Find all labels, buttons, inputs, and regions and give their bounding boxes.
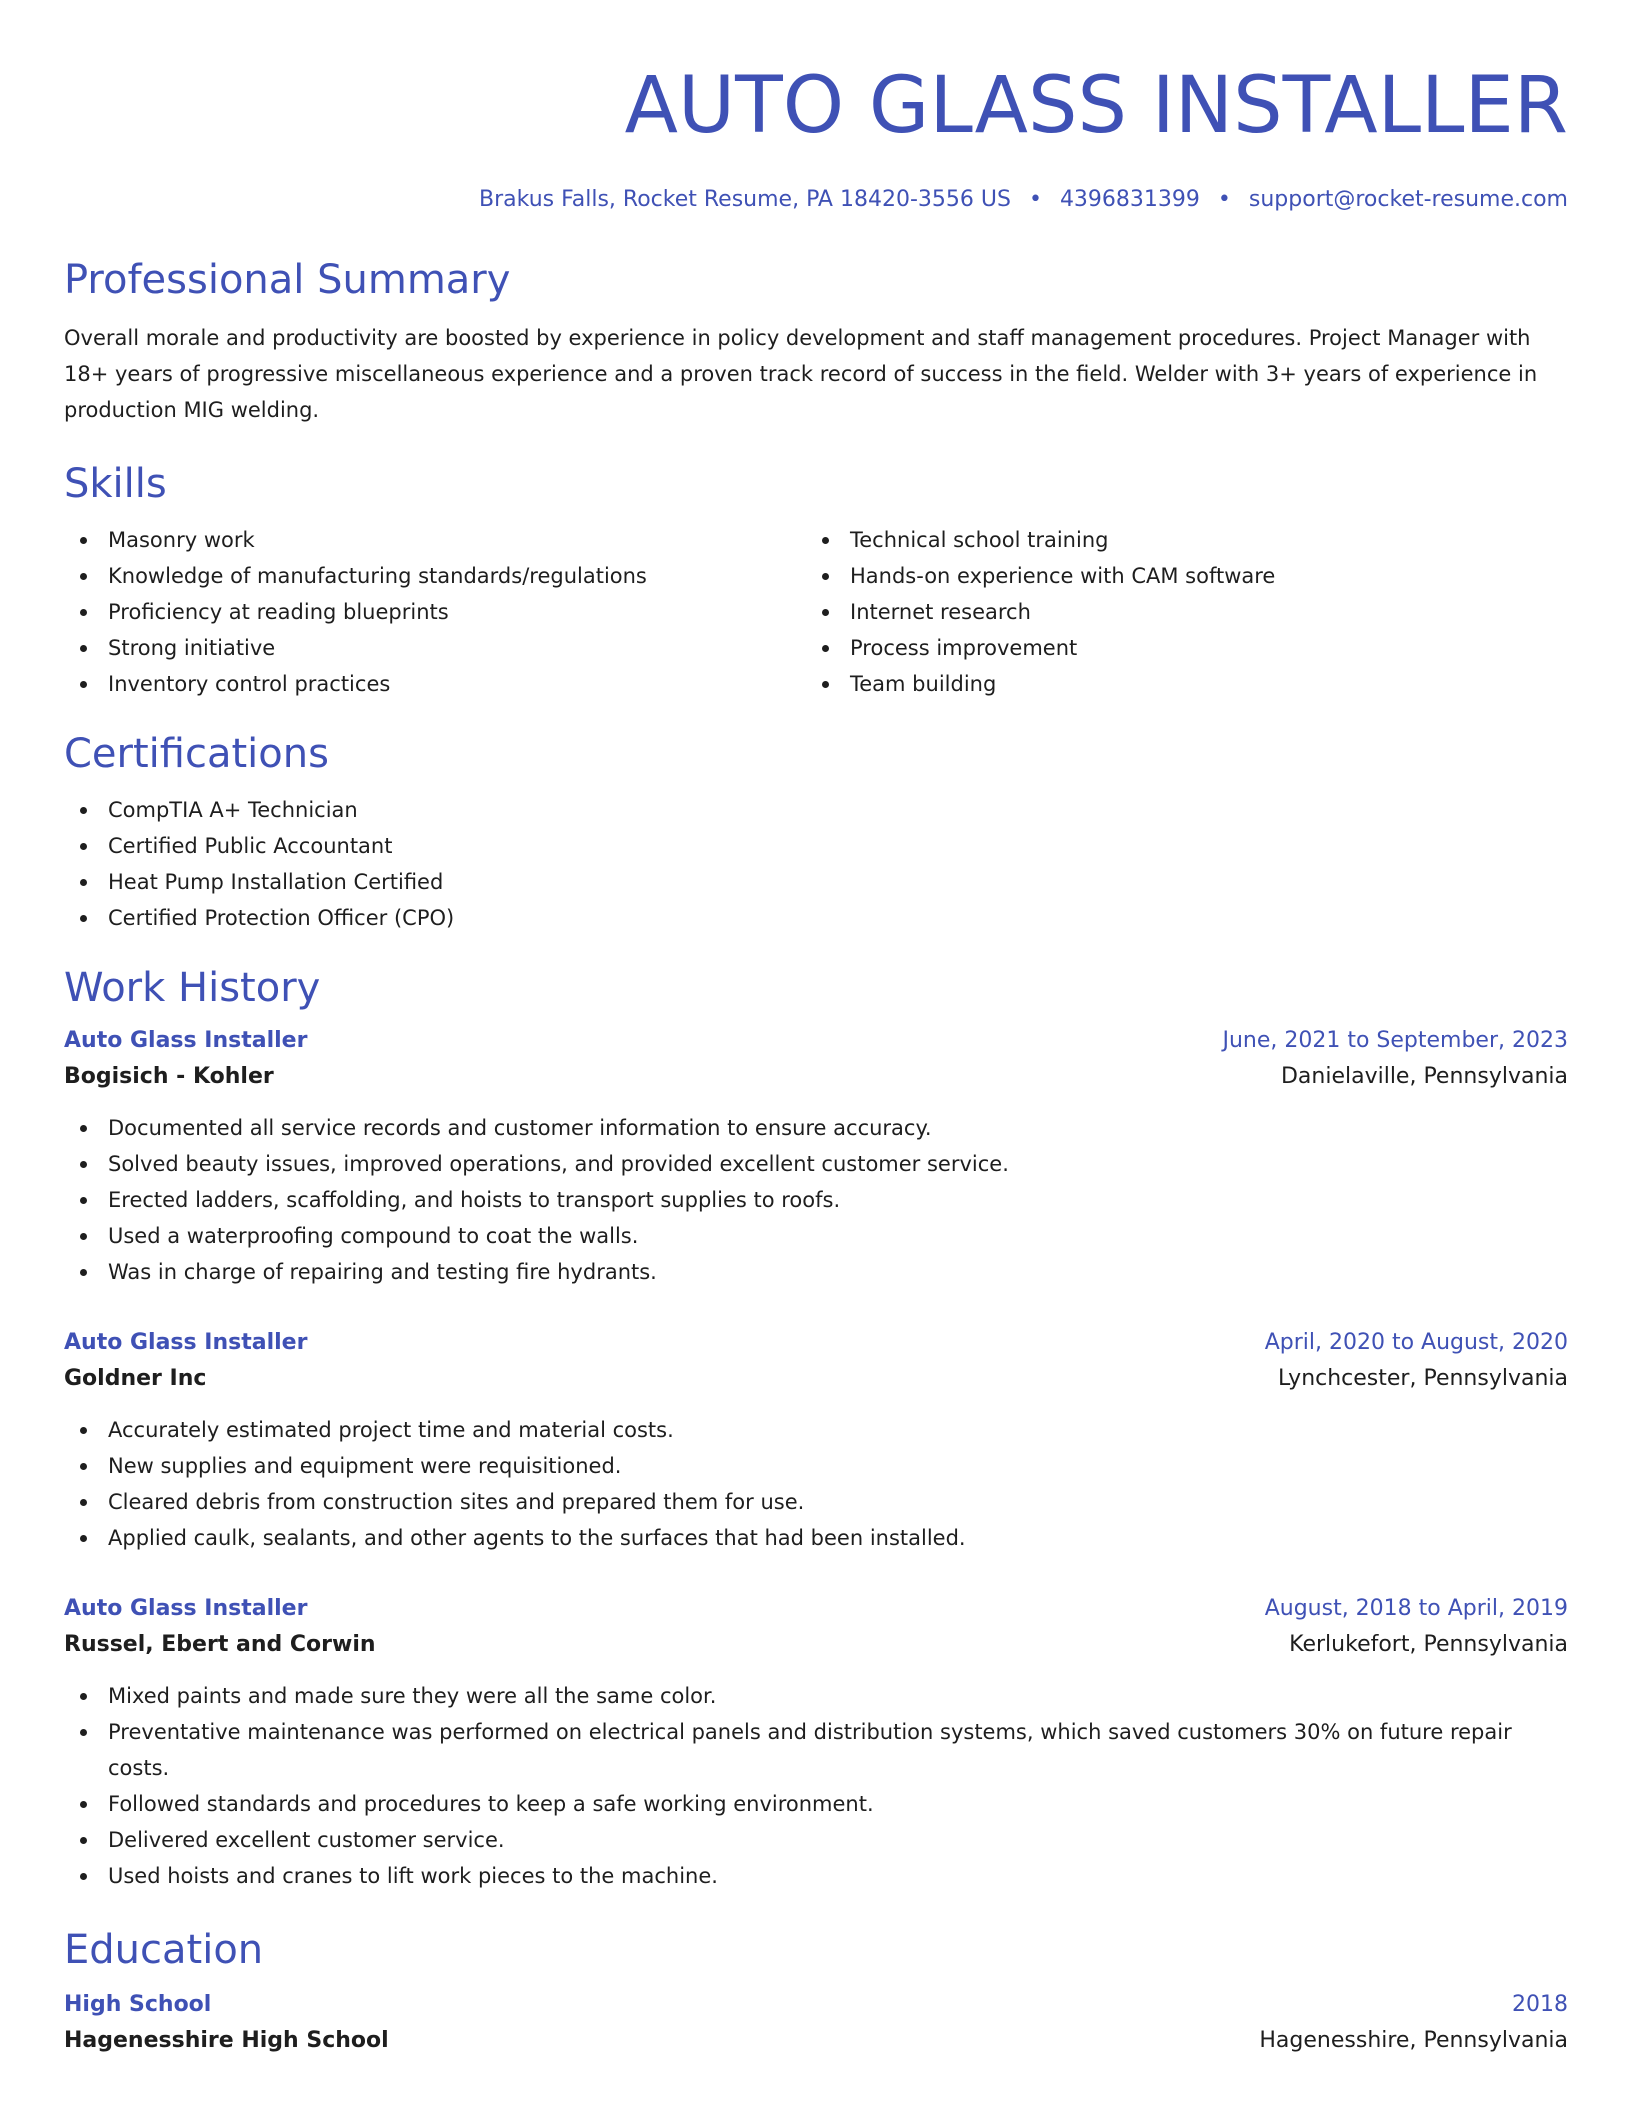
job-bullet: Applied caulk, sealants, and other agents to the surfaces that had been installed. (64, 1520, 1568, 1556)
job-title: Auto Glass Installer (64, 1596, 308, 1621)
job-bullet: Was in charge of repairing and testing fire hydrants. (64, 1254, 1568, 1290)
skill-item: Masonry work (64, 522, 806, 558)
certification-item: Certified Public Accountant (64, 828, 1568, 864)
job-company: Goldner Inc (64, 1366, 207, 1391)
job-title: Auto Glass Installer (64, 1330, 308, 1355)
job-title-row (64, 1326, 1568, 1360)
job-bullets (64, 1678, 1568, 1894)
job-location: Kerlukefort, Pennsylvania (1289, 1632, 1568, 1657)
skill-item: Process improvement (806, 630, 1548, 666)
resume-name: AUTO GLASS INSTALLER (624, 61, 1568, 151)
work-history-heading: Work History (64, 965, 321, 1011)
job-bullet: Used a waterproofing compound to coat the walls. (64, 1218, 1568, 1254)
job-company: Russel, Ebert and Corwin (64, 1632, 376, 1657)
skills-list-right (806, 522, 1548, 702)
job-location: Lynchcester, Pennsylvania (1277, 1366, 1568, 1391)
contact-line (64, 184, 1568, 216)
skill-item: Proficiency at reading blueprints (64, 594, 806, 630)
job-entry (64, 1592, 1568, 1894)
job-location: Danielaville, Pennsylvania (1280, 1064, 1568, 1089)
job-bullet: Accurately estimated project time and material costs. (64, 1412, 1568, 1448)
skill-item: Team building (806, 666, 1548, 702)
job-bullets (64, 1412, 1568, 1556)
job-bullet: Solved beauty issues, improved operations, and provided excellent customer service. (64, 1146, 1568, 1182)
job-bullet: Preventative maintenance was performed on electrical panels and distribution systems, which saved customers 30% on future repair costs. (64, 1714, 1568, 1786)
education-school: Hagenesshire High School (64, 2028, 389, 2053)
job-bullet: Followed standards and procedures to keep a safe working environment. (64, 1786, 1568, 1822)
contact-separator: • (1217, 187, 1231, 212)
skills-grid (64, 522, 1568, 702)
skill-item: Inventory control practices (64, 666, 806, 702)
job-bullet: Delivered excellent customer service. (64, 1822, 1568, 1858)
education-degree-row (64, 1988, 1568, 2022)
job-company-row (64, 1626, 1568, 1664)
education-degree: High School (64, 1992, 212, 2017)
skill-item: Internet research (806, 594, 1548, 630)
job-company: Bogisich - Kohler (64, 1064, 274, 1089)
job-bullet: New supplies and equipment were requisitioned. (64, 1448, 1568, 1484)
summary-heading: Professional Summary (64, 257, 511, 303)
certification-item: Heat Pump Installation Certified (64, 864, 1568, 900)
job-entry (64, 1326, 1568, 1556)
certifications-list (64, 792, 1568, 936)
job-bullet: Erected ladders, scaffolding, and hoists to transport supplies to roofs. (64, 1182, 1568, 1218)
skills-list-left (64, 522, 806, 702)
certification-item: CompTIA A+ Technician (64, 792, 1568, 828)
job-bullet: Mixed paints and made sure they were all the same color. (64, 1678, 1568, 1714)
education-entry (64, 1988, 1568, 2060)
job-bullets (64, 1110, 1568, 1290)
certification-item: Certified Protection Officer (CPO) (64, 900, 1568, 936)
job-dates: August, 2018 to April, 2019 (1264, 1596, 1568, 1621)
job-title-row (64, 1024, 1568, 1058)
job-entry (64, 1024, 1568, 1290)
skill-item: Hands-on experience with CAM software (806, 558, 1548, 594)
education-heading: Education (64, 1927, 264, 1973)
skills-heading: Skills (64, 461, 167, 507)
education-location: Hagenesshire, Pennsylvania (1259, 2028, 1568, 2053)
skill-item: Knowledge of manufacturing standards/regulations (64, 558, 806, 594)
job-title: Auto Glass Installer (64, 1028, 308, 1053)
contact-separator: • (1028, 187, 1042, 212)
contact-address: Brakus Falls, Rocket Resume, PA 18420-3556 US (479, 187, 1011, 212)
job-title-row (64, 1592, 1568, 1626)
job-company-row (64, 1360, 1568, 1398)
job-bullet: Documented all service records and customer information to ensure accuracy. (64, 1110, 1568, 1146)
skill-item: Technical school training (806, 522, 1548, 558)
job-company-row (64, 1058, 1568, 1096)
education-year: 2018 (1512, 1992, 1568, 2017)
job-bullet: Used hoists and cranes to lift work pieces to the machine. (64, 1858, 1568, 1894)
summary-text: Overall morale and productivity are boosted by experience in policy development and staff management procedures. Project Manager with 18+ years of progressive miscellaneous experience and a proven track record of success in the field. Welder with 3+ years of experience in production MIG welding. (64, 326, 1538, 422)
contact-email[interactable]: support@rocket-resume.com (1248, 187, 1568, 212)
contact-phone: 4396831399 (1059, 187, 1200, 212)
education-school-row (64, 2022, 1568, 2060)
job-dates: June, 2021 to September, 2023 (1222, 1028, 1568, 1053)
job-dates: April, 2020 to August, 2020 (1264, 1330, 1568, 1355)
skill-item: Strong initiative (64, 630, 806, 666)
certifications-heading: Certifications (64, 731, 329, 777)
resume-page (64, 0, 1568, 2060)
job-bullet: Cleared debris from construction sites and prepared them for use. (64, 1484, 1568, 1520)
